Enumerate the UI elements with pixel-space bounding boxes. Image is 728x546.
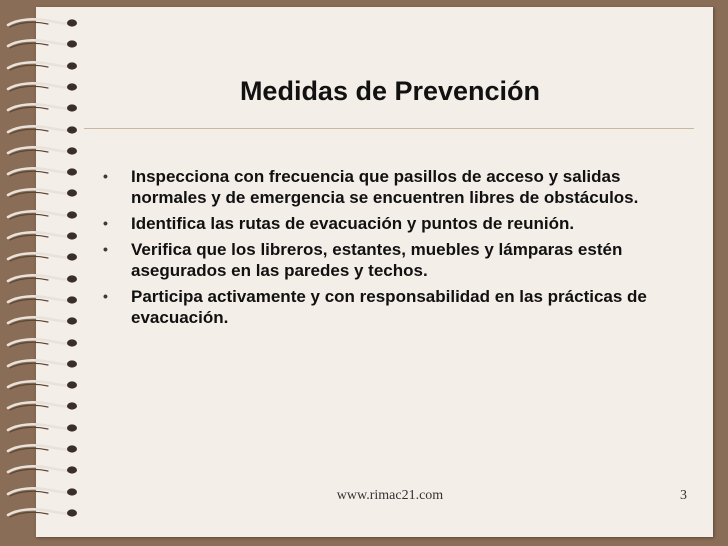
bullet-item bbox=[103, 286, 683, 328]
bullet-text: Participa activamente y con responsabilidad en las prácticas de evacuación. bbox=[131, 287, 647, 327]
spiral-binding-ring-icon bbox=[4, 293, 84, 307]
spiral-binding-ring-icon bbox=[4, 186, 84, 200]
bullet-text: Identifica las rutas de evacuación y puntos de reunión. bbox=[131, 214, 575, 233]
title-divider bbox=[84, 128, 694, 129]
spiral-binding-ring-icon bbox=[4, 59, 84, 73]
bullet-icon: • bbox=[103, 215, 108, 231]
spiral-binding-ring-icon bbox=[4, 144, 84, 158]
spiral-binding-ring-icon bbox=[4, 378, 84, 392]
spiral-binding-ring-icon bbox=[4, 37, 84, 51]
bullet-text: Inspecciona con frecuencia que pasillos de acceso y salidas normales y de emergencia se encuentren libres de obstáculos. bbox=[131, 167, 639, 207]
spiral-binding-ring-icon bbox=[4, 165, 84, 179]
spiral-binding-ring-icon bbox=[4, 442, 84, 456]
spiral-binding bbox=[4, 16, 84, 530]
spiral-binding-ring-icon bbox=[4, 485, 84, 499]
page-number: 3 bbox=[680, 488, 687, 503]
spiral-binding-ring-icon bbox=[4, 357, 84, 371]
spiral-binding-ring-icon bbox=[4, 229, 84, 243]
spiral-binding-ring-icon bbox=[4, 16, 84, 30]
bullet-item bbox=[103, 166, 683, 208]
bullet-icon: • bbox=[103, 288, 108, 304]
spiral-binding-ring-icon bbox=[4, 272, 84, 286]
spiral-binding-ring-icon bbox=[4, 336, 84, 350]
spiral-binding-ring-icon bbox=[4, 80, 84, 94]
bullet-icon: • bbox=[103, 241, 108, 257]
bullet-item bbox=[103, 213, 683, 234]
slide-title: Medidas de Prevención bbox=[239, 76, 541, 106]
spiral-binding-ring-icon bbox=[4, 123, 84, 137]
spiral-binding-ring-icon bbox=[4, 208, 84, 222]
bullet-icon: • bbox=[103, 168, 108, 184]
bullet-list bbox=[103, 166, 683, 333]
spiral-binding-ring-icon bbox=[4, 421, 84, 435]
spiral-binding-ring-icon bbox=[4, 250, 84, 264]
spiral-binding-ring-icon bbox=[4, 399, 84, 413]
spiral-binding-ring-icon bbox=[4, 314, 84, 328]
bullet-item bbox=[103, 239, 683, 281]
spiral-binding-ring-icon bbox=[4, 463, 84, 477]
spiral-binding-ring-icon bbox=[4, 506, 84, 520]
spiral-binding-ring-icon bbox=[4, 101, 84, 115]
footer-url: www.rimac21.com bbox=[336, 488, 444, 503]
bullet-text: Verifica que los libreros, estantes, muebles y lámparas estén asegurados en las paredes y techos. bbox=[131, 240, 623, 280]
